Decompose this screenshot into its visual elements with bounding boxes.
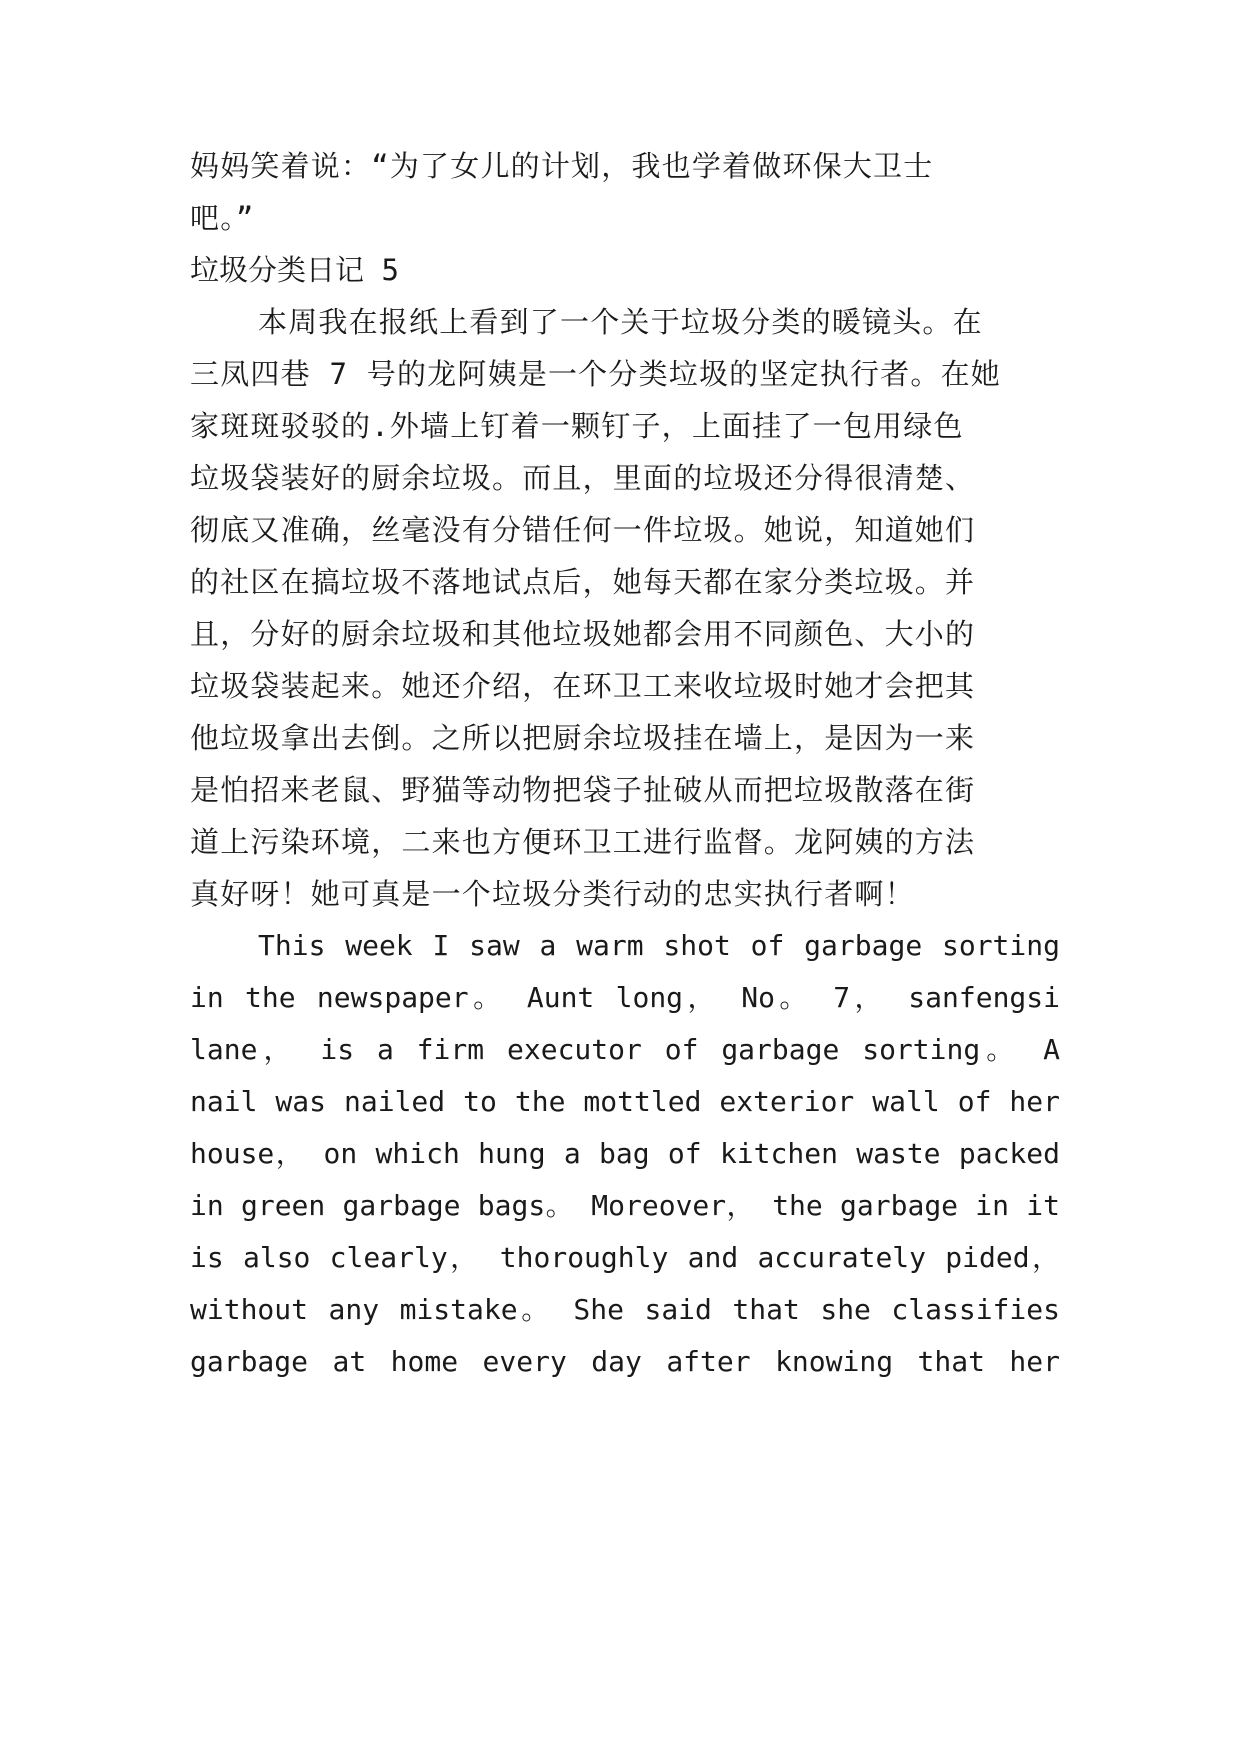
intro-line-2: 吧。” <box>190 201 255 235</box>
en-paragraph-line-2: in the newspaper。 Aunt long， No。 7， sanfengsi <box>190 981 1060 1014</box>
section-heading: 垃圾分类日记 5 <box>190 253 399 287</box>
cn-paragraph-line-6: 的社区在搞垃圾不落地试点后，她每天都在家分类垃圾。并 <box>190 565 976 599</box>
cn-paragraph-line-4: 垃圾袋装好的厨余垃圾。而且，里面的垃圾还分得很清楚、 <box>190 461 976 495</box>
cn-paragraph-line-2: 三凤四巷 7 号的龙阿姨是一个分类垃圾的坚定执行者。在她 <box>190 357 1001 391</box>
en-paragraph-line-4: nail was nailed to the mottled exterior wall of her <box>190 1085 1060 1118</box>
en-paragraph-line-1: This week I saw a warm shot of garbage sorting <box>258 929 1060 962</box>
en-paragraph-line-5: house， on which hung a bag of kitchen waste packed <box>190 1137 1060 1170</box>
cn-paragraph-line-9: 他垃圾拿出去倒。之所以把厨余垃圾挂在墙上，是因为一来 <box>190 721 976 755</box>
cn-paragraph-line-8: 垃圾袋装起来。她还介绍，在环卫工来收垃圾时她才会把其 <box>190 669 976 703</box>
cn-paragraph-line-5: 彻底又准确，丝毫没有分错任何一件垃圾。她说，知道她们 <box>190 513 976 547</box>
cn-paragraph-line-11: 道上污染环境，二来也方便环卫工进行监督。龙阿姨的方法 <box>190 825 976 859</box>
en-paragraph-line-7: is also clearly， thoroughly and accurately pided， <box>190 1241 1060 1274</box>
en-paragraph-line-9: garbage at home every day after knowing that her <box>190 1345 1060 1378</box>
cn-paragraph-line-3: 家斑斑驳驳的.外墙上钉着一颗钉子，上面挂了一包用绿色 <box>190 409 964 443</box>
en-paragraph-line-3: lane， is a firm executor of garbage sorting。 A <box>190 1033 1060 1066</box>
cn-paragraph-line-7: 且，分好的厨余垃圾和其他垃圾她都会用不同颜色、大小的 <box>190 617 976 651</box>
intro-line-1: 妈妈笑着说：“为了女儿的计划，我也学着做环保大卫士 <box>190 149 934 183</box>
cn-paragraph-line-1: 本周我在报纸上看到了一个关于垃圾分类的暖镜头。在 <box>258 305 983 339</box>
cn-paragraph-line-12: 真好呀！她可真是一个垃圾分类行动的忠实执行者啊！ <box>190 877 915 911</box>
cn-paragraph-line-10: 是怕招来老鼠、野猫等动物把袋子扯破从而把垃圾散落在街 <box>190 773 976 807</box>
en-paragraph-line-8: without any mistake。 She said that she classifies <box>190 1293 1060 1326</box>
en-paragraph-line-6: in green garbage bags。 Moreover， the garbage in it <box>190 1189 1060 1222</box>
